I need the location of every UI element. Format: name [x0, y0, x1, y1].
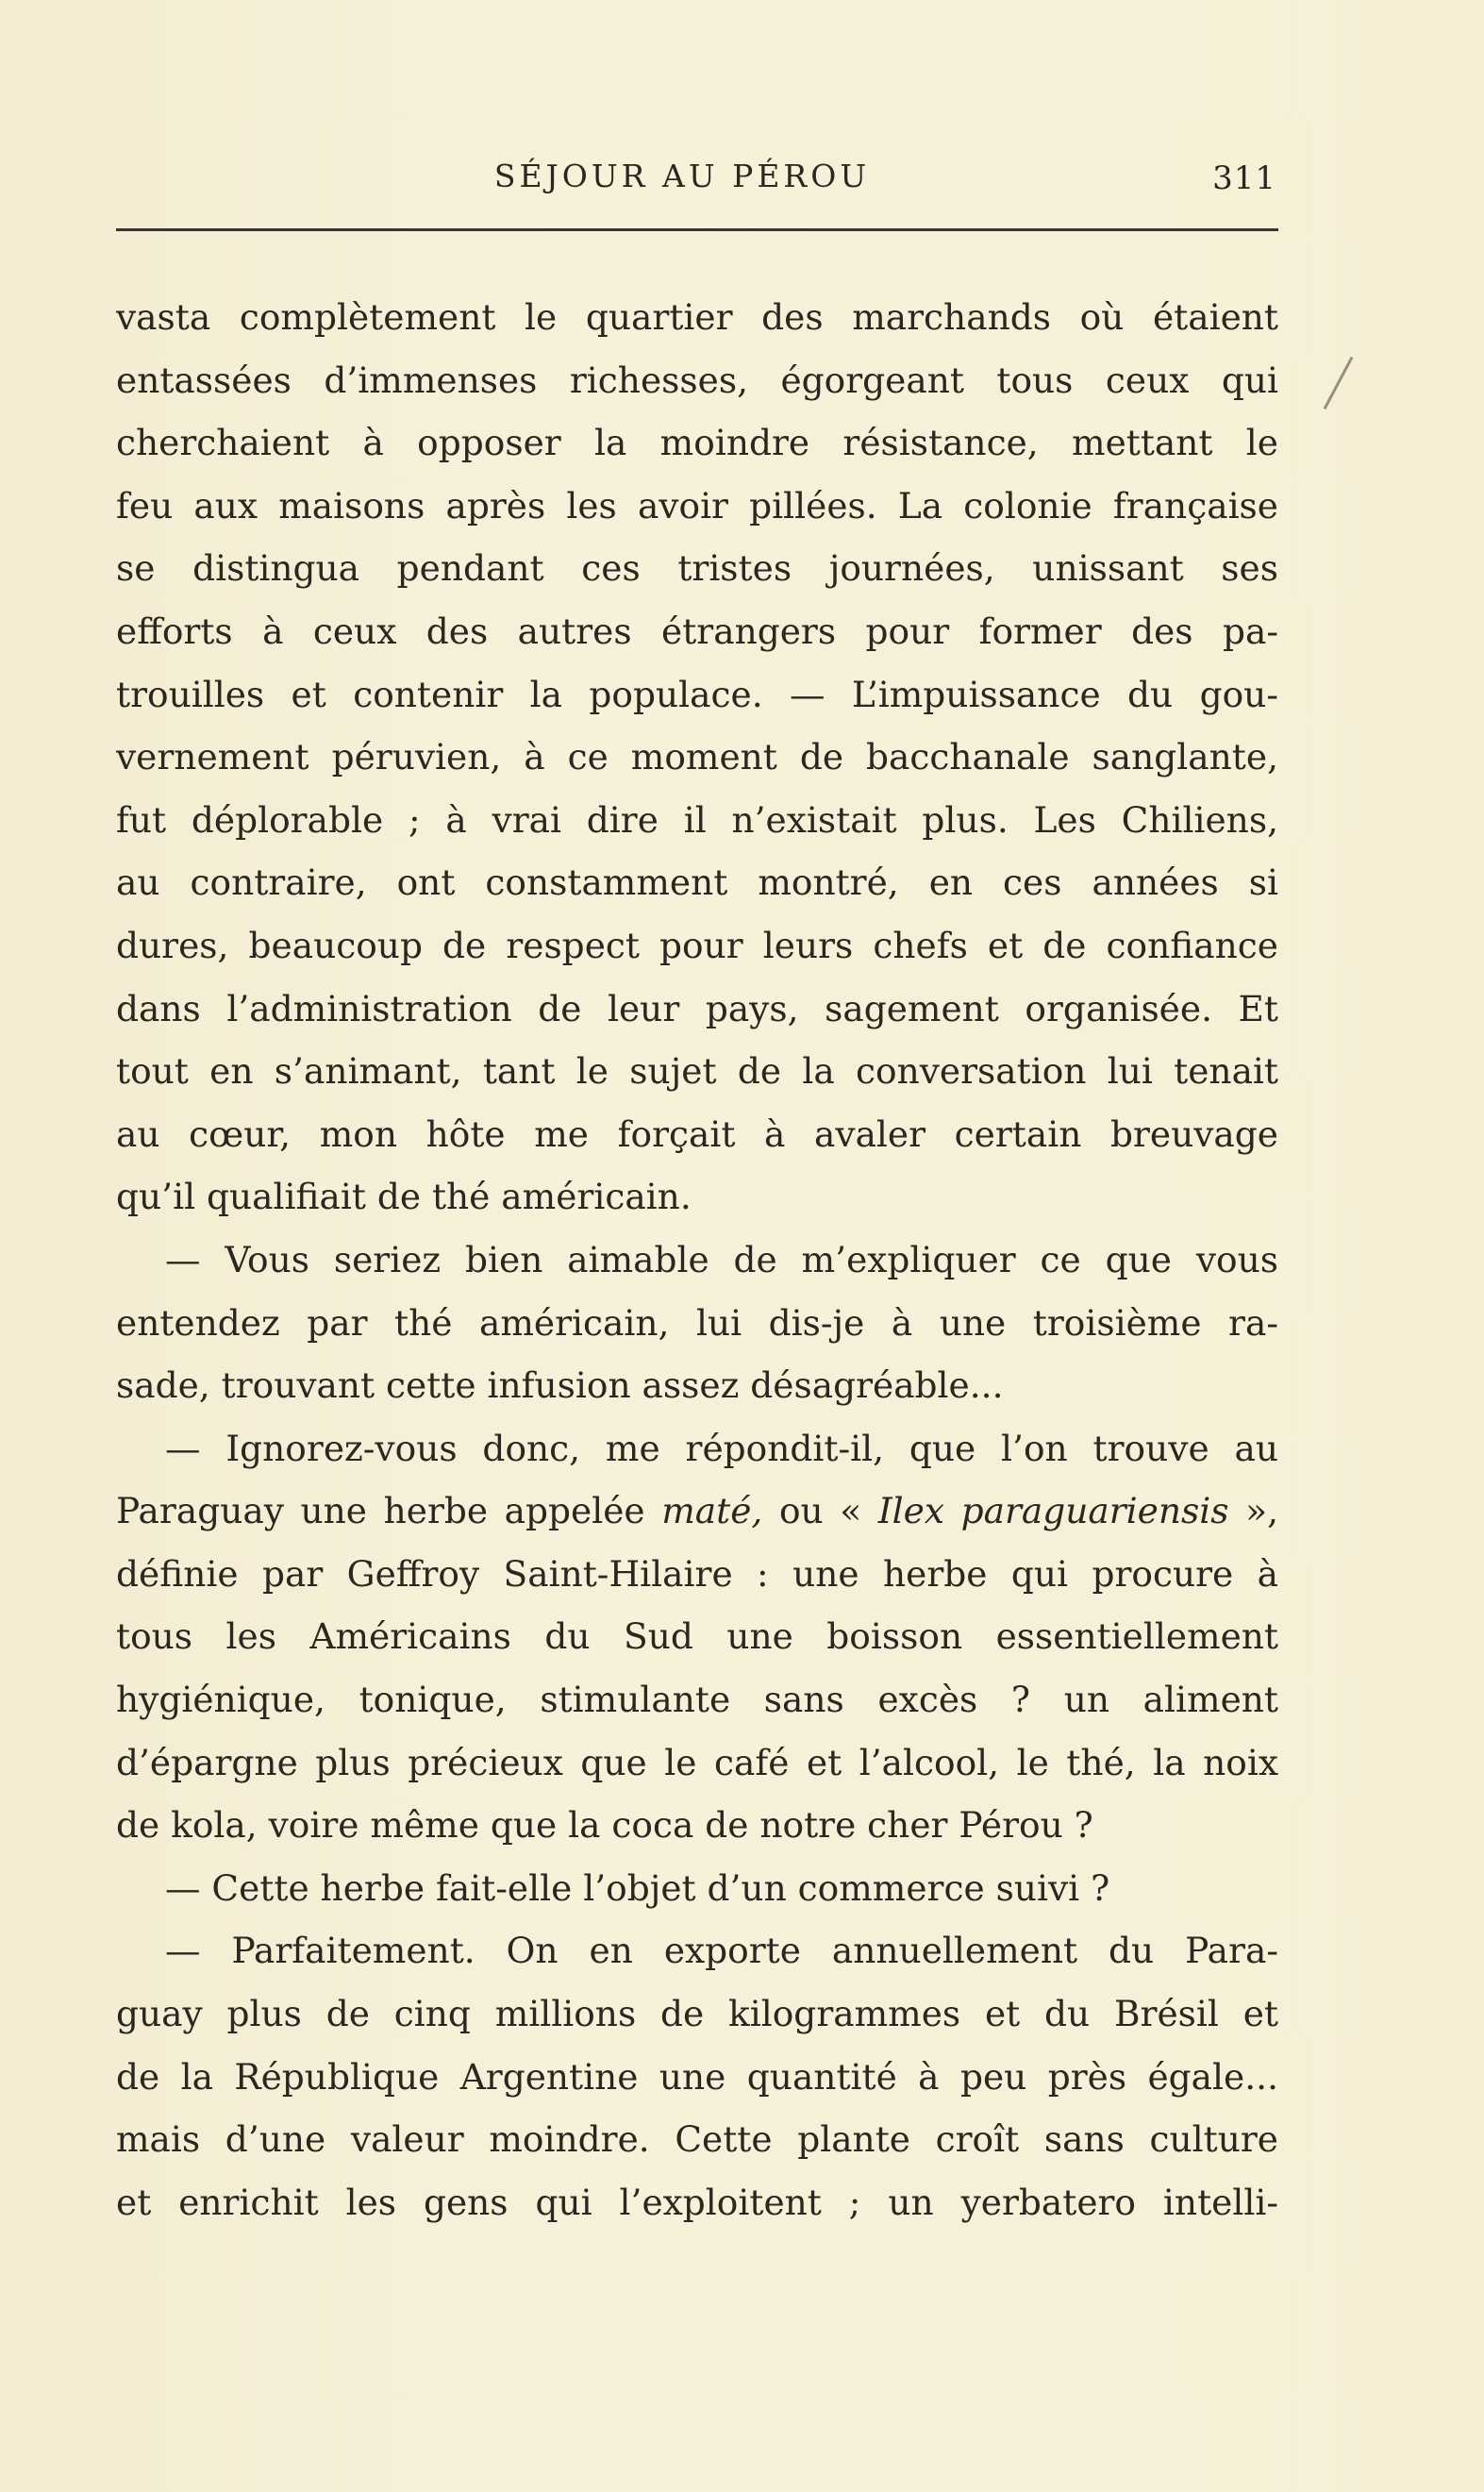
text-line: de la République Argentine une quantité à peu près égale...: [116, 2055, 1278, 2098]
text-line: entassées d’immenses richesses, égorgeant tous ceux qui: [116, 359, 1278, 401]
italic-term: Ilex paraguariensis: [877, 1490, 1229, 1532]
italic-term: maté,: [661, 1490, 763, 1532]
text-line: tout en s’animant, tant le sujet de la conversation lui tenait: [116, 1050, 1278, 1093]
text-line: dures, beaucoup de respect pour leurs chefs et de confiance: [116, 924, 1278, 966]
text-line: [116, 1480, 1278, 1543]
text-line: efforts à ceux des autres étrangers pour former des pa-: [116, 610, 1278, 652]
text-line: — Ignorez-vous donc, me répondit-il, que l’on trouve au: [165, 1427, 1278, 1469]
body-text: [116, 286, 1278, 2233]
text-line: feu aux maisons après les avoir pillées. La colonie française: [116, 484, 1278, 527]
margin-pencil-mark: [1324, 357, 1354, 410]
text-line: se distingua pendant ces tristes journées, unissant ses: [116, 547, 1278, 590]
text-line: dans l’administration de leur pays, sagement organisée. Et: [116, 987, 1278, 1029]
text-segment: ou «: [762, 1490, 878, 1532]
text-line: cherchaient à opposer la moindre résistance, mettant le: [116, 422, 1278, 464]
text-line: — Parfaitement. On en exporte annuellement du Para-: [165, 1930, 1278, 1972]
text-line: entendez par thé américain, lui dis-je à une troisième ra-: [116, 1301, 1278, 1344]
text-line: de kola, voire même que la coca de notre cher Pérou ?: [116, 1804, 1093, 1847]
running-title: SÉJOUR AU PÉROU: [493, 158, 871, 194]
text-line: trouilles et contenir la populace. — L’impuissance du gou-: [116, 673, 1278, 715]
text-line: fut déplorable ; à vrai dire il n’existait plus. Les Chiliens,: [116, 798, 1278, 841]
text-line: vernement péruvien, à ce moment de bacchanale sanglante,: [116, 736, 1278, 778]
text-line: et enrichit les gens qui l’exploitent ; un yerbatero intelli-: [116, 2181, 1278, 2223]
page-number: 311: [1212, 159, 1276, 197]
text-line: vasta complètement le quartier des marchands où étaient: [116, 296, 1278, 338]
text-line: qu’il qualifiait de thé américain.: [116, 1176, 692, 1218]
text-line: mais d’une valeur moindre. Cette plante croît sans culture: [116, 2118, 1278, 2161]
text-line: — Vous seriez bien aimable de m’expliquer ce que vous: [165, 1238, 1278, 1280]
text-line: tous les Américains du Sud une boisson essentiellement: [116, 1615, 1278, 1658]
text-segment: »,: [1228, 1490, 1278, 1532]
text-line: définie par Geffroy Saint-Hilaire : une herbe qui procure à: [116, 1552, 1278, 1595]
text-line: d’épargne plus précieux que le café et l’alcool, le thé, la noix: [116, 1741, 1278, 1783]
text-line: au contraire, ont constamment montré, en ces années si: [116, 861, 1278, 904]
header-rule: [116, 228, 1278, 231]
text-line: hygiénique, tonique, stimulante sans excès ? un aliment: [116, 1679, 1278, 1721]
text-line: — Cette herbe fait-elle l’objet d’un commerce suivi ?: [165, 1866, 1110, 1909]
text-line: au cœur, mon hôte me forçait à avaler certain breuvage: [116, 1112, 1278, 1155]
text-line: guay plus de cinq millions de kilogrammes et du Brésil et: [116, 1993, 1278, 2035]
running-head: [116, 156, 1276, 203]
text-line: sade, trouvant cette infusion assez désagréable...: [116, 1364, 1004, 1407]
text-segment: Paraguay une herbe appelée: [116, 1490, 662, 1532]
